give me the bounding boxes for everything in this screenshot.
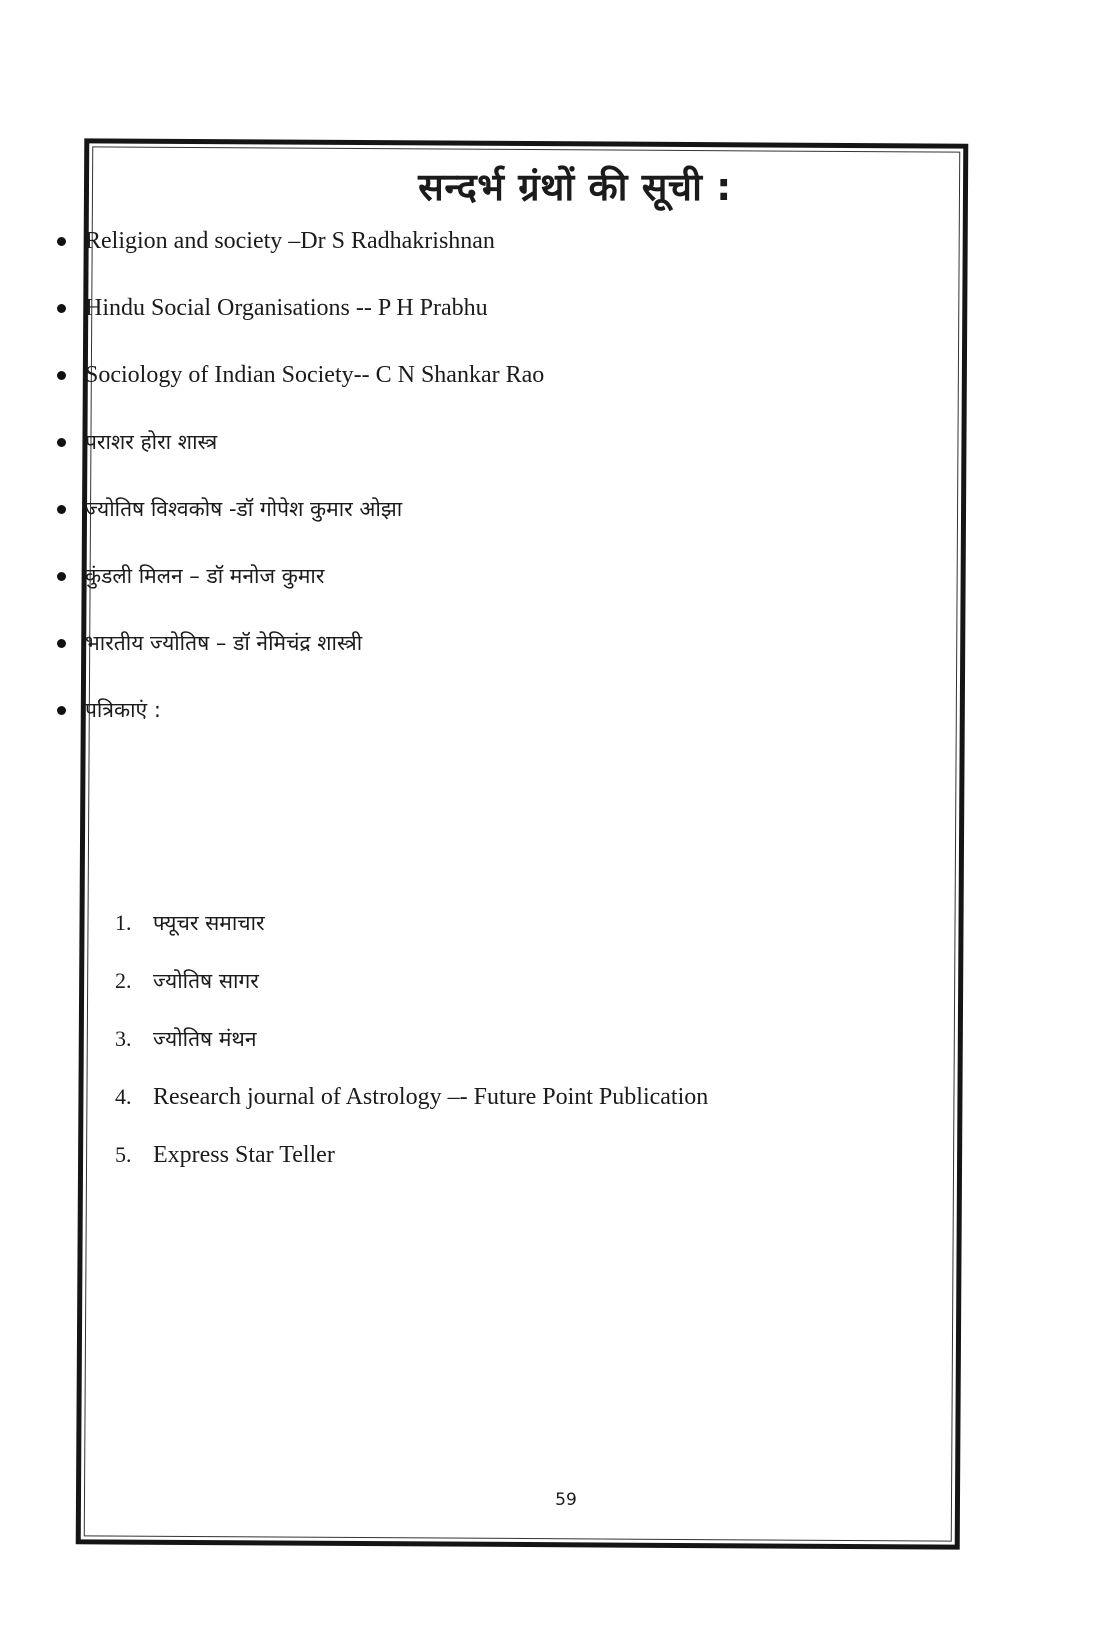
reference-item bbox=[55, 295, 835, 362]
magazine-title: Express Star Teller bbox=[153, 1142, 335, 1168]
magazine-item bbox=[115, 1026, 875, 1084]
bullet-icon bbox=[57, 639, 66, 648]
reference-item bbox=[55, 496, 835, 563]
magazine-list bbox=[115, 910, 875, 1200]
magazine-title: फ्यूचर समाचार bbox=[153, 911, 265, 935]
reference-text: Sociology of Indian Society-- C N Shankar Rao bbox=[85, 362, 545, 388]
magazine-item bbox=[115, 910, 875, 968]
reference-text: कुंडली मिलन – डॉ मनोज कुमार bbox=[85, 564, 325, 588]
reference-text: Religion and society –Dr S Radhakrishnan bbox=[85, 228, 495, 254]
bullet-icon bbox=[57, 304, 66, 313]
item-number: 1. bbox=[115, 910, 132, 935]
item-number: 4. bbox=[115, 1084, 132, 1109]
reference-text: Hindu Social Organisations -- P H Prabhu bbox=[85, 295, 488, 321]
magazines-heading bbox=[55, 697, 835, 764]
reference-text: भारतीय ज्योतिष – डॉ नेमिचंद्र शास्त्री bbox=[85, 631, 363, 655]
reference-item bbox=[55, 429, 835, 496]
magazine-title: ज्योतिष मंथन bbox=[153, 1027, 257, 1051]
magazine-title: ज्योतिष सागर bbox=[153, 969, 259, 993]
item-number: 2. bbox=[115, 968, 132, 993]
reference-list bbox=[55, 228, 835, 764]
bullet-icon bbox=[57, 237, 66, 246]
reference-item bbox=[55, 228, 835, 295]
page-number: 59 bbox=[555, 1490, 577, 1510]
magazine-title: Research journal of Astrology –- Future Point Publication bbox=[153, 1084, 709, 1110]
reference-text: पराशर होरा शास्त्र bbox=[85, 430, 218, 454]
bullet-icon bbox=[57, 371, 66, 380]
magazines-heading-text: पत्रिकाएं : bbox=[85, 698, 161, 722]
magazine-item bbox=[115, 1084, 875, 1142]
bullet-icon bbox=[57, 438, 66, 447]
item-number: 5. bbox=[115, 1142, 132, 1167]
reference-item bbox=[55, 563, 835, 630]
bullet-icon bbox=[57, 572, 66, 581]
reference-text: ज्योतिष विश्वकोष -डॉ गोपेश कुमार ओझा bbox=[85, 497, 403, 521]
magazine-item bbox=[115, 968, 875, 1026]
magazine-item bbox=[115, 1142, 875, 1200]
reference-item bbox=[55, 630, 835, 697]
item-number: 3. bbox=[115, 1026, 132, 1051]
reference-item bbox=[55, 362, 835, 429]
bullet-icon bbox=[57, 706, 66, 715]
bullet-icon bbox=[57, 505, 66, 514]
page-title: सन्दर्भ ग्रंथों की सूची : bbox=[418, 165, 732, 209]
